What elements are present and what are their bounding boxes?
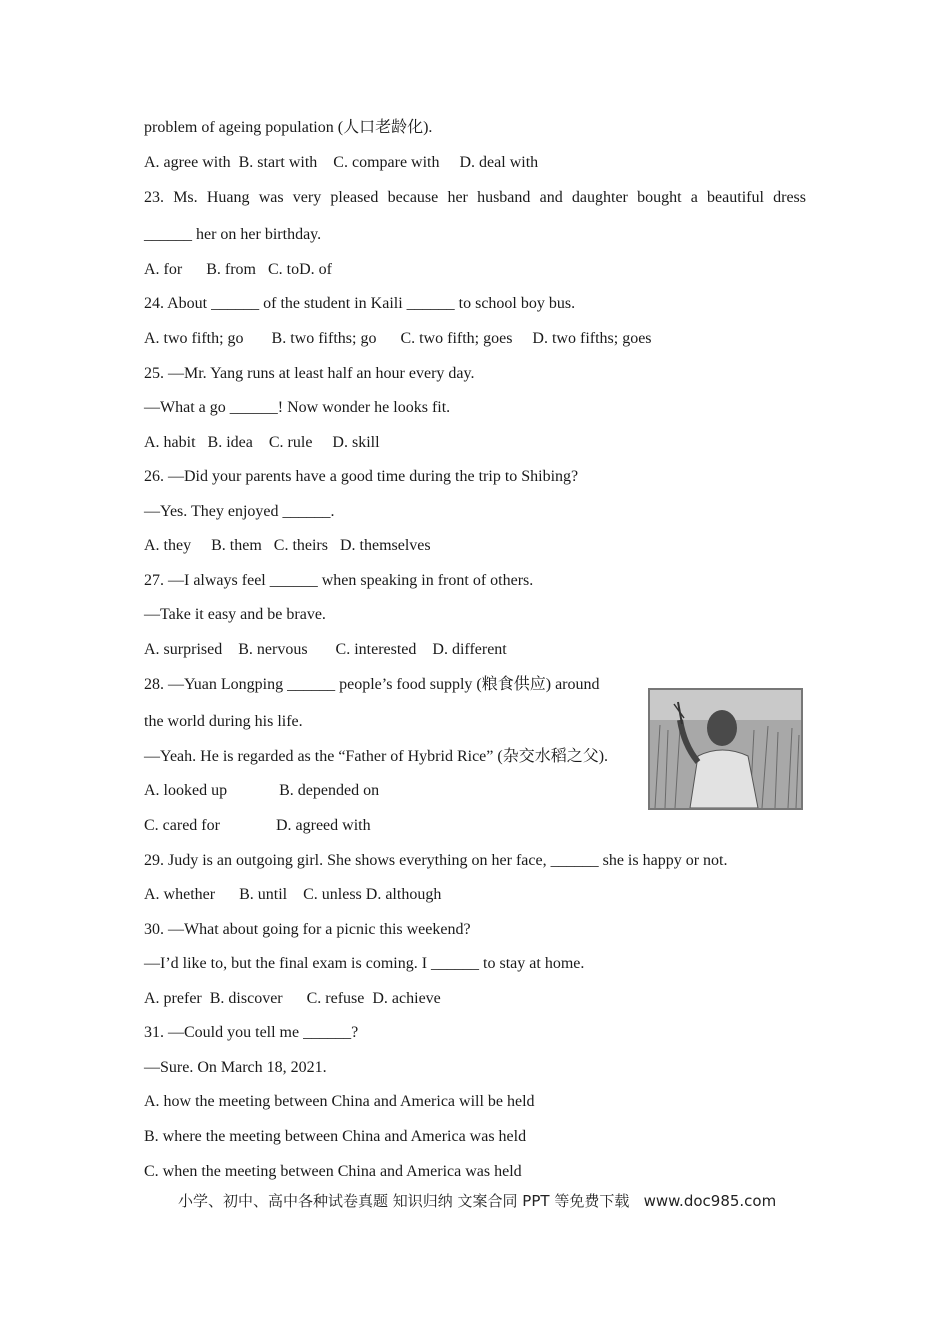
photo-illustration: [650, 690, 801, 808]
text-line: —Take it easy and be brave.: [144, 606, 326, 623]
options-q29: A. whether B. until C. unless D. although: [144, 886, 442, 903]
option-b-q31: B. where the meeting between China and America was held: [144, 1128, 527, 1145]
question-26: 26. —Did your parents have a good time during the trip to Shibing?: [144, 468, 579, 485]
yuan-longping-photo: [648, 688, 803, 810]
text-line: —Yeah. He is regarded as the “Father of Hybrid Rice” (杂交水稻之父).: [144, 748, 609, 765]
footer-ad: 小学、初中、高中各种试卷真题 知识归纳 文案合同 PPT 等免费下载 www.doc985.com: [178, 1192, 777, 1210]
question-25: 25. —Mr. Yang runs at least half an hour every day.: [144, 365, 475, 382]
options-q27: A. surprised B. nervous C. interested D. different: [144, 641, 507, 658]
text-line: the world during his life.: [144, 713, 303, 730]
text-line: problem of ageing population (人口老龄化).: [144, 119, 433, 136]
options-q28-cd: C. cared for D. agreed with: [144, 817, 371, 834]
options-q26: A. they B. them C. theirs D. themselves: [144, 537, 431, 554]
text-line: —I’d like to, but the final exam is coming. I ______ to stay at home.: [144, 955, 585, 972]
option-c-q31: C. when the meeting between China and America was held: [144, 1163, 522, 1180]
options-q30: A. prefer B. discover C. refuse D. achieve: [144, 990, 441, 1007]
options-q24: A. two fifth; go B. two fifths; go C. two fifth; goes D. two fifths; goes: [144, 330, 652, 347]
options-q23: A. for B. from C. toD. of: [144, 261, 332, 278]
question-27: 27. —I always feel ______ when speaking in front of others.: [144, 572, 534, 589]
question-30: 30. —What about going for a picnic this weekend?: [144, 921, 471, 938]
text-line: —What a go ______! Now wonder he looks fit.: [144, 399, 451, 416]
question-23: 23. Ms. Huang was very pleased because her husband and daughter bought a beautiful dress: [144, 189, 806, 206]
question-24: 24. About ______ of the student in Kaili ______ to school boy bus.: [144, 295, 576, 312]
options-q25: A. habit B. idea C. rule D. skill: [144, 434, 380, 451]
text-line: —Yes. They enjoyed ______.: [144, 503, 335, 520]
text-line: —Sure. On March 18, 2021.: [144, 1059, 327, 1076]
option-a-q31: A. how the meeting between China and America will be held: [144, 1093, 535, 1110]
options-q22: A. agree with B. start with C. compare with D. deal with: [144, 154, 539, 171]
question-29: 29. Judy is an outgoing girl. She shows everything on her face, ______ she is happy or not.: [144, 852, 728, 869]
question-31: 31. —Could you tell me ______?: [144, 1024, 359, 1041]
question-28: 28. —Yuan Longping ______ people’s food supply (粮食供应) around: [144, 676, 600, 693]
text-line: ______ her on her birthday.: [144, 226, 322, 243]
options-q28-ab: A. looked up B. depended on: [144, 782, 380, 799]
